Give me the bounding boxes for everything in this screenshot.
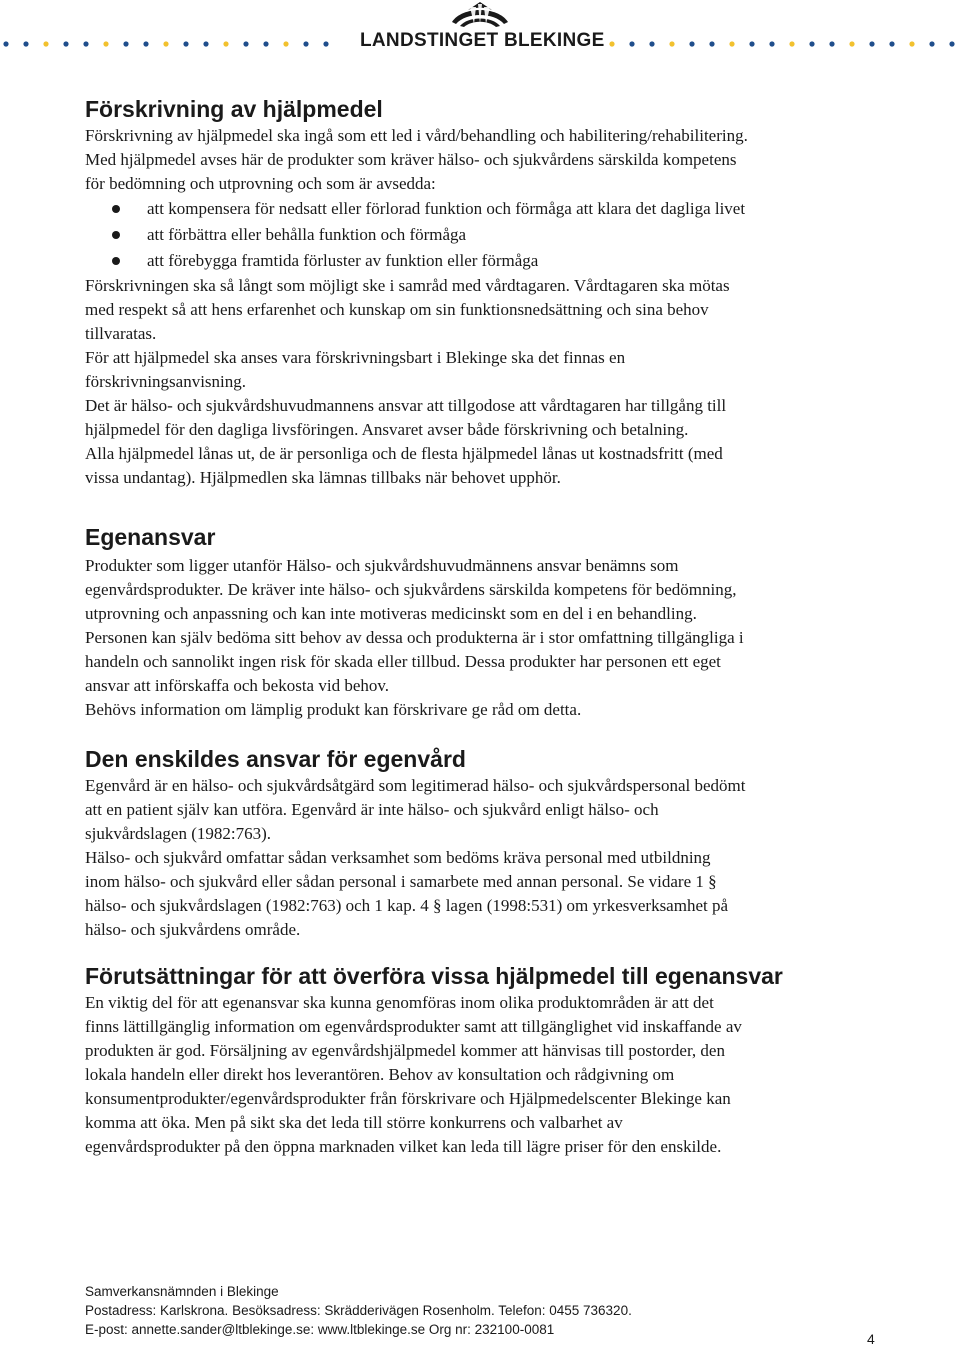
decorative-dot [63,41,68,46]
section-forutsattningar [85,961,783,1159]
paragraph-line: lokala handeln eller direkt hos leverantören. Behov av konsultation och rådgivning om [85,1065,675,1084]
decorative-dot [223,41,228,46]
decorative-dot [609,41,614,46]
decorative-dot [103,41,108,46]
paragraph-line: Hälso- och sjukvård omfattar sådan verksamhet som bedöms kräva personal med utbildning [85,848,711,867]
paragraph-line: finns lättillgänglig information om egenvårdsprodukter samt att tillgänglighet vid inskaffande av [85,1017,742,1036]
decorative-dot [729,41,734,46]
paragraph-line: handeln och sannolikt ingen risk för skada eller tillbud. Dessa produkter har personen ett eget [85,652,721,671]
footer-contact: E-post: annette.sander@ltblekinge.se: www.ltblekinge.se Org nr: 232100-0081 [85,1322,555,1337]
bullet-icon [112,205,120,213]
section-heading: Egenansvar [85,524,216,550]
paragraph-line: konsumentprodukter/egenvårdsprodukter från förskrivare och Hjälpmedelscenter Blekinge kan [85,1089,731,1108]
list-item [85,222,748,248]
paragraph-line: Alla hjälpmedel lånas ut, de är personliga och de flesta hjälpmedel lånas ut kostnadsfritt (med [85,444,723,463]
decorative-dot [263,41,268,46]
list-item [85,196,748,222]
decorative-dot [829,41,834,46]
decorative-dot [203,41,208,46]
paragraph-line: hälso- och sjukvårdslagen (1982:763) och 1 kap. 4 § lagen (1998:531) om yrkesverksamhet på [85,896,729,915]
decorative-dot [649,41,654,46]
section-egenansvar [85,522,744,722]
decorative-dot [143,41,148,46]
list-item [85,248,748,274]
decorative-dot [629,41,634,46]
paragraph-line: hälso- och sjukvårdens område. [85,920,301,939]
decorative-dot [183,41,188,46]
decorative-dot [769,41,774,46]
decorative-dot [83,41,88,46]
list-item-text: att förbättra eller behålla funktion och förmåga [147,225,467,244]
paragraph-line: Förskrivningen ska så långt som möjligt ske i samråd med vårdtagaren. Vårdtagaren ska mötas [85,276,730,295]
decorative-dot [123,41,128,46]
decorative-dot [909,41,914,46]
paragraph-line: utprovning och anpassning och kan inte motiveras medicinskt som en del i en behandling. [85,604,697,623]
decorative-dot [709,41,714,46]
list-item-text: att kompensera för nedsatt eller förlorad funktion och förmåga att klara det dagliga livet [147,199,746,218]
paragraph-line: En viktig del för att egenansvar ska kunna genomföras inom olika produktområden är att det [85,993,714,1012]
paragraph-line: att en patient själv kan utföra. Egenvård är inte hälso- och sjukvård enligt hälso- och [85,800,659,819]
crown-logo-icon [448,0,512,28]
decorative-dot [303,41,308,46]
page-header [0,0,960,60]
paragraph-line: Behövs information om lämplig produkt kan förskrivare ge råd om detta. [85,700,582,719]
decorative-dot [323,41,328,46]
footer-organization: Samverkansnämnden i Blekinge [85,1284,279,1299]
paragraph-line: egenvårdsprodukter på den öppna marknaden vilket kan leda till lägre priser för den enskilde. [85,1137,722,1156]
paragraph-line: ansvar att införskaffa och bekosta vid behov. [85,676,390,695]
paragraph-line: tillvaratas. [85,324,157,343]
logo-text: LANDSTINGET BLEKINGE [360,30,605,51]
paragraph-line: Egenvård är en hälso- och sjukvårdsåtgärd som legitimerad hälso- och sjukvårdspersonal bedömt [85,776,746,795]
paragraph-line: hjälpmedel för den dagliga livsföringen. Ansvaret avser både förskrivning och betalning. [85,420,689,439]
section-egenvard [85,744,745,942]
decorative-dot [889,41,894,46]
paragraph-line: vissa undantag). Hjälpmedlen ska lämnas tillbaks när behovet upphör. [85,468,561,487]
section-heading: Den enskildes ansvar för egenvård [85,746,466,772]
decorative-dot [689,41,694,46]
paragraph-line: inom hälso- och sjukvård eller sådan personal i samarbete med annan personal. Se vidare 1 § [85,872,717,891]
page-footer [85,1282,875,1339]
section-heading: Förutsättningar för att överföra vissa hjälpmedel till egenansvar [85,963,783,989]
landstinget-blekinge-logo [360,0,605,58]
decorative-dot [43,41,48,46]
section-forskrivning [85,94,748,490]
bullet-icon [112,257,120,265]
decorative-dot [789,41,794,46]
page-number: 4 [867,1331,875,1347]
decorative-dot [869,41,874,46]
paragraph-line: Personen kan själv bedöma sitt behov av dessa och produkterna är i stor omfattning tillgängliga i [85,628,744,647]
decorative-dot [929,41,934,46]
paragraph-line: egenvårdsprodukter. De kräver inte hälso- och sjukvårdens särskilda kompetens för bedömning, [85,580,737,599]
decorative-dot [283,41,288,46]
decorative-dot [809,41,814,46]
paragraph-line: sjukvårdslagen (1982:763). [85,824,272,843]
decorative-dot [669,41,674,46]
paragraph-line: Det är hälso- och sjukvårdshuvudmannens ansvar att tillgodose att vårdtagaren har tillgång till [85,396,727,415]
decorative-dot [749,41,754,46]
bullet-icon [112,231,120,239]
paragraph-line: komma att öka. Men på sikt ska det leda till större konkurrens och valbarhet av [85,1113,623,1132]
decorative-dot [243,41,248,46]
decorative-dot [949,41,954,46]
paragraph-line: för bedömning och utprovning och som är avsedda: [85,174,436,193]
paragraph-line: Produkter som ligger utanför Hälso- och sjukvårdshuvudmännens ansvar benämns som [85,556,679,575]
decorative-dot [849,41,854,46]
paragraph-line: Med hjälpmedel avses här de produkter som kräver hälso- och sjukvårdens särskilda kompetens [85,150,737,169]
paragraph-line: För att hjälpmedel ska anses vara förskrivningsbart i Blekinge ska det finnas en [85,348,626,367]
bullet-list [85,196,748,274]
paragraph-line: produkten är god. Försäljning av egenvårdshjälpmedel kommer att hänvisas till postorder, den [85,1041,725,1060]
list-item-text: att förebygga framtida förluster av funktion eller förmåga [147,251,539,270]
paragraph-line: med respekt så att hens erfarenhet och kunskap om sin funktionsnedsättning och sina behov [85,300,709,319]
decorative-dot [3,41,8,46]
footer-address: Postadress: Karlskrona. Besöksadress: Skrädderivägen Rosenholm. Telefon: 0455 736320. [85,1303,632,1318]
paragraph-line: förskrivningsanvisning. [85,372,247,391]
decorative-dot [163,41,168,46]
paragraph-line: Förskrivning av hjälpmedel ska ingå som ett led i vård/behandling och habilitering/rehabilitering. [85,126,748,145]
section-heading: Förskrivning av hjälpmedel [85,96,383,122]
decorative-dot [23,41,28,46]
